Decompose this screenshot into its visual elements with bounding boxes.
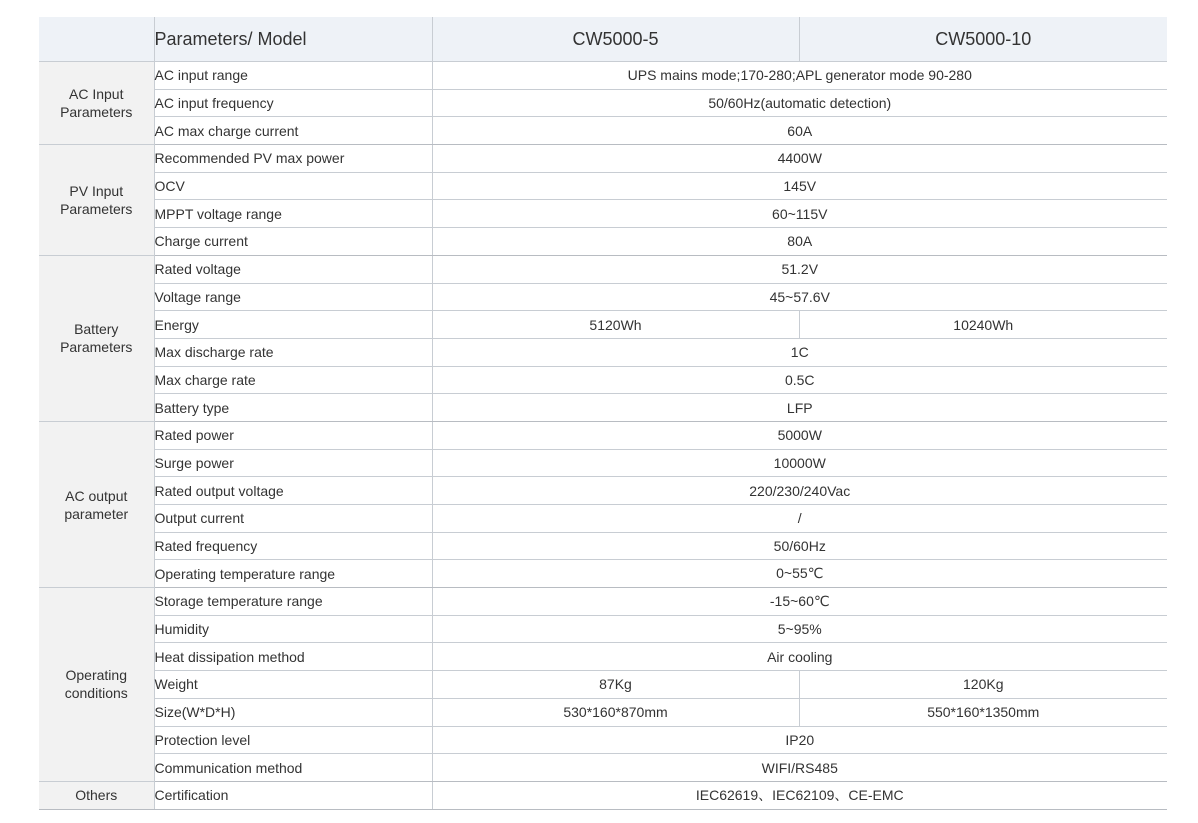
param-value: 4400W <box>432 145 1167 173</box>
param-value: 51.2V <box>432 255 1167 283</box>
param-label: Size(W*D*H) <box>154 698 432 726</box>
param-label: Heat dissipation method <box>154 643 432 671</box>
table-row <box>39 117 1167 145</box>
param-label: Charge current <box>154 228 432 256</box>
param-label: Rated power <box>154 421 432 449</box>
group-name: AC Input Parameters <box>39 62 154 145</box>
table-row <box>39 726 1167 754</box>
spec-table <box>39 17 1167 810</box>
param-value: 60A <box>432 117 1167 145</box>
param-value-model-1: 87Kg <box>432 671 799 699</box>
table-row <box>39 449 1167 477</box>
table-row <box>39 172 1167 200</box>
param-label: Voltage range <box>154 283 432 311</box>
param-value: 50/60Hz <box>432 532 1167 560</box>
param-value: 45~57.6V <box>432 283 1167 311</box>
table-row <box>39 505 1167 533</box>
param-value: LFP <box>432 394 1167 422</box>
param-label: Surge power <box>154 449 432 477</box>
param-value: -15~60℃ <box>432 588 1167 616</box>
param-value: IP20 <box>432 726 1167 754</box>
param-value: 0~55℃ <box>432 560 1167 588</box>
param-label: MPPT voltage range <box>154 200 432 228</box>
param-value: 220/230/240Vac <box>432 477 1167 505</box>
header-model-2: CW5000-10 <box>799 17 1167 62</box>
param-label: Operating temperature range <box>154 560 432 588</box>
param-value: 0.5C <box>432 366 1167 394</box>
param-value-model-1: 5120Wh <box>432 311 799 339</box>
param-value: 145V <box>432 172 1167 200</box>
param-label: Communication method <box>154 754 432 782</box>
param-value: 50/60Hz(automatic detection) <box>432 89 1167 117</box>
group-name: Operating conditions <box>39 588 154 782</box>
param-value: 10000W <box>432 449 1167 477</box>
param-value: 5~95% <box>432 615 1167 643</box>
table-row <box>39 228 1167 256</box>
param-value: Air cooling <box>432 643 1167 671</box>
table-row <box>39 311 1167 339</box>
param-value: 80A <box>432 228 1167 256</box>
param-label: AC max charge current <box>154 117 432 145</box>
param-value: 60~115V <box>432 200 1167 228</box>
header-row <box>39 17 1167 62</box>
param-value: 1C <box>432 338 1167 366</box>
table-row <box>39 62 1167 90</box>
table-row <box>39 698 1167 726</box>
param-value: 5000W <box>432 421 1167 449</box>
table-row <box>39 477 1167 505</box>
param-label: Max charge rate <box>154 366 432 394</box>
spec-body <box>39 62 1167 810</box>
param-value-model-1: 530*160*870mm <box>432 698 799 726</box>
group-name: Battery Parameters <box>39 255 154 421</box>
param-label: OCV <box>154 172 432 200</box>
group-name: AC output parameter <box>39 421 154 587</box>
table-row <box>39 588 1167 616</box>
param-value-model-2: 550*160*1350mm <box>799 698 1167 726</box>
table-row <box>39 338 1167 366</box>
table-row <box>39 421 1167 449</box>
header-corner <box>39 17 154 62</box>
table-row <box>39 532 1167 560</box>
param-label: Rated voltage <box>154 255 432 283</box>
table-row <box>39 754 1167 782</box>
param-value: / <box>432 505 1167 533</box>
table-row <box>39 89 1167 117</box>
param-label: Protection level <box>154 726 432 754</box>
table-row <box>39 560 1167 588</box>
param-label: Weight <box>154 671 432 699</box>
param-label: Energy <box>154 311 432 339</box>
table-row <box>39 394 1167 422</box>
group-name: Others <box>39 781 154 809</box>
header-param-label: Parameters/ Model <box>154 17 432 62</box>
param-label: Output current <box>154 505 432 533</box>
table-row <box>39 255 1167 283</box>
table-row <box>39 145 1167 173</box>
table-row <box>39 671 1167 699</box>
table-row <box>39 643 1167 671</box>
table-row <box>39 781 1167 809</box>
header-model-1: CW5000-5 <box>432 17 799 62</box>
param-value: UPS mains mode;170-280;APL generator mode 90-280 <box>432 62 1167 90</box>
table-row <box>39 200 1167 228</box>
param-value: WIFI/RS485 <box>432 754 1167 782</box>
param-label: Max discharge rate <box>154 338 432 366</box>
group-name: PV Input Parameters <box>39 145 154 256</box>
param-label: Storage temperature range <box>154 588 432 616</box>
param-label: AC input range <box>154 62 432 90</box>
param-label: Battery type <box>154 394 432 422</box>
table-row <box>39 283 1167 311</box>
param-value-model-2: 120Kg <box>799 671 1167 699</box>
param-value: IEC62619、IEC62109、CE-EMC <box>432 781 1167 809</box>
param-label: Recommended PV max power <box>154 145 432 173</box>
table-row <box>39 615 1167 643</box>
table-row <box>39 366 1167 394</box>
param-label: Certification <box>154 781 432 809</box>
param-label: Rated output voltage <box>154 477 432 505</box>
param-value-model-2: 10240Wh <box>799 311 1167 339</box>
param-label: Rated frequency <box>154 532 432 560</box>
param-label: Humidity <box>154 615 432 643</box>
param-label: AC input frequency <box>154 89 432 117</box>
